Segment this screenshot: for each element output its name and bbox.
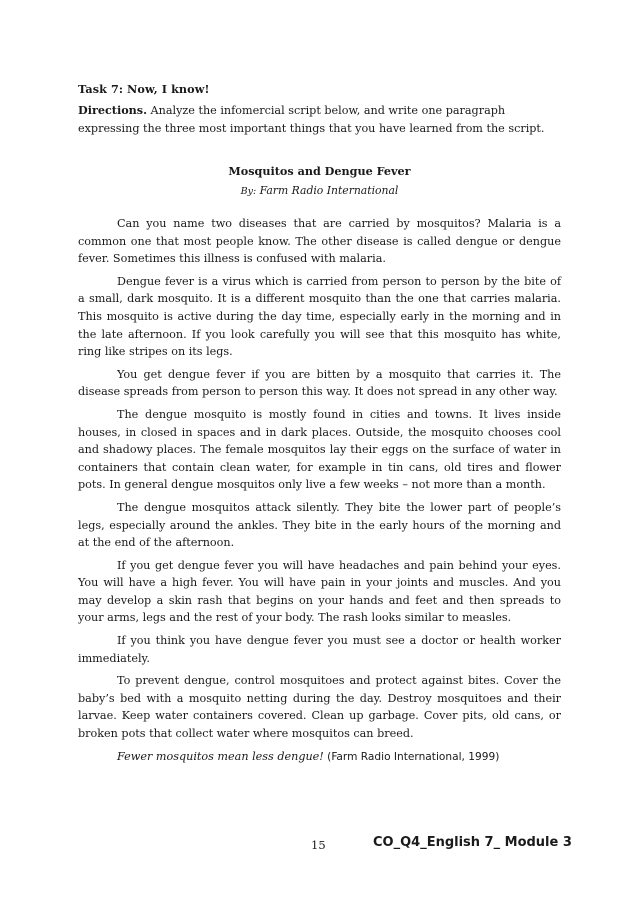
byline-label: By: — [240, 186, 257, 197]
article-byline — [78, 184, 561, 197]
directions — [78, 102, 561, 137]
directions-text: Analyze the infomercial script below, and write one paragraph expressing the three most important things that you have learned from the script. — [78, 104, 545, 135]
page-content — [78, 82, 561, 766]
paragraph-3: You get dengue fever if you are bitten by a mosquito that carries it. The disease spreads from person to person this way. It does not spread in any other way. — [78, 367, 561, 399]
directions-label: Directions. — [78, 103, 147, 117]
task-heading: Task 7: Now, I know! — [78, 82, 210, 96]
paragraph-8: To prevent dengue, control mosquitoes and protect against bites. Cover the baby’s bed with a mosquito netting during the day. Destroy mosquitoes and their larvae. Keep water containers covered. Clean up garbage. Cover pits, old cans, or broken pots that collect water where mosquitos can breed. — [78, 674, 561, 741]
paragraph-4: The dengue mosquito is mostly found in cities and towns. It lives inside houses, in closed in spaces and in dark places. Outside, the mosquito chooses cool and shadowy places. The female mosquitos lay their eggs on the surface of water in containers that contain clean water, for example in tin cans, old tires and flower pots. In general dengue mosquitos only live a few weeks – not more than a month. — [78, 407, 561, 492]
closing-line — [78, 748, 561, 767]
paragraph-5: The dengue mosquitos attack silently. They bite the lower part of people’s legs, especially around the ankles. They bite in the early hours of the morning and at the end of the afternoon. — [78, 500, 561, 550]
byline-author: Farm Radio International — [256, 184, 399, 197]
module-code: CO_Q4_English 7_ Module 3 — [373, 835, 572, 850]
paragraph-7: If you think you have dengue fever you must see a doctor or health worker immediately. — [78, 634, 561, 665]
paragraph-2: Dengue fever is a virus which is carried from person to person by the bite of a small, dark mosquito. It is a different mosquito than the one that carries malaria. This mosquito is active during the day time, especially early in the morning and in the late afternoon. If you look carefully you will see that this mosquito has white, ring like stripes on its legs. — [78, 274, 561, 359]
closing-citation: (Farm Radio International, 1999) — [323, 750, 500, 763]
paragraph-6: If you get dengue fever you will have headaches and pain behind your eyes. You will have a high fever. You will have pain in your joints and muscles. And you may develop a skin rash that begins on your hands and feet and then spreads to your arms, legs and the rest of your body. The rash looks similar to measles. — [78, 558, 561, 625]
paragraph-1: Can you name two diseases that are carried by mosquitos? Malaria is a common one that most people know. The other disease is called dengue or dengue fever. Sometimes this illness is confused with malaria. — [78, 217, 561, 266]
article-title: Mosquitos and Dengue Fever — [228, 164, 411, 178]
page-number: 15 — [311, 838, 326, 852]
closing-slogan: Fewer mosquitos mean less dengue! — [117, 749, 324, 763]
